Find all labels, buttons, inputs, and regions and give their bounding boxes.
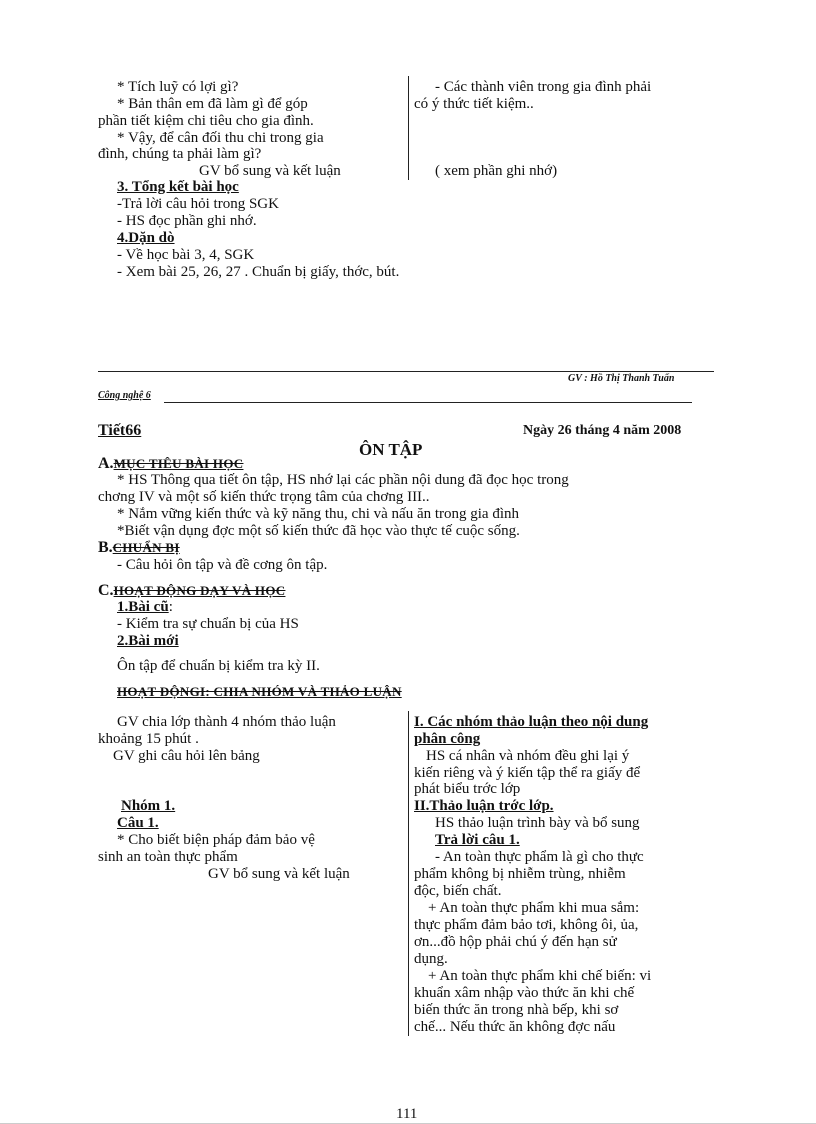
sub1-heading [117,598,173,616]
column-divider [408,76,409,180]
header-subject: Công nghệ 6 [98,390,151,401]
text-line: đình, chúng ta phải làm gì? [98,146,262,162]
text-line: chế... Nếu thức ăn không đợc nấu [414,1019,616,1035]
section-title: HOẠT ĐỘNG DẠY VÀ HỌC [113,583,286,598]
right-heading: I. Các nhóm thảo luận theo nội dung [414,714,649,730]
text-line: biến thức ăn trong nhà bếp, khi sơ [414,1002,619,1018]
header-rule [164,402,692,403]
lesson-title: ÔN TẬP [359,440,423,459]
section-title: MỤC TIÊU BÀI HỌC [113,456,244,471]
text-line: - HS đọc phần ghi nhớ. [117,213,257,229]
section-letter: A. [98,455,114,472]
text-line: khuẩn xâm nhập vào thức ăn khi chế [414,985,635,1001]
text-line: GV ghi câu hỏi lên bảng [113,748,260,764]
text-line: - Câu hỏi ôn tập và đề cơng ôn tập. [117,557,328,573]
text-line: *Biết vận dụng đợc một số kiến thức đã học vào thực tế cuộc sống. [117,523,520,539]
footer-rule [98,371,714,372]
text-line: - Về học bài 3, 4, SGK [117,247,255,263]
right-heading: phân công [414,731,481,747]
right-heading: II.Thảo luận trớc lớp. [414,798,554,814]
text-line: phẩm không bị nhiễm trùng, nhiễm [414,866,626,882]
section-title: CHUẨN BỊ [112,540,180,555]
sub-title: 1.Bài cũ [117,599,169,615]
text-line: kiến riêng và ý kiến tập thể ra giấy để [414,765,641,781]
footer-signature: GV : Hồ Thị Thanh Tuấn [568,373,675,384]
text-line: + An toàn thực phẩm khi mua sắm: [428,900,640,916]
text-line: HS thảo luận trình bày và bổ sung [435,815,640,831]
colon: : [168,599,173,615]
section-letter: C. [98,582,114,599]
text-line: - An toàn thực phẩm là gì cho thực [435,849,644,865]
text-line: * Tích luỹ có lợi gì? [117,79,239,95]
text-line: - Xem bài 25, 26, 27 . Chuẩn bị giấy, thớc, bút. [117,264,400,280]
text-line: có ý thức tiết kiệm.. [414,96,534,112]
text-line: thực phẩm đảm bảo tơi, không ôi, ủa, [414,917,639,933]
sub2-heading: 2.Bài mới [117,633,179,649]
text-line: dụng. [414,951,448,967]
sectionA-heading [98,455,243,473]
text-line: sinh an toàn thực phẩm [98,849,238,865]
section4-title: 4.Dặn dò [117,230,175,246]
question-title: Câu 1. [117,815,159,831]
column-divider [408,711,409,1036]
text-line: ơn...đồ hộp phải chú ý đến hạn sử [414,934,617,950]
text-line: * HS Thông qua tiết ôn tập, HS nhớ lại các phần nội dung đã đọc học trong [117,472,569,488]
page-number: 111 [396,1106,418,1122]
text-line: khoảng 15 phút . [98,731,199,747]
text-line: phát biểu trớc lớp [414,781,521,797]
text-line: - Kiểm tra sự chuẩn bị của HS [117,616,299,632]
text-line: - Các thành viên trong gia đình phải [435,79,652,95]
text-line: Ôn tập để chuẩn bị kiểm tra kỳ II. [117,658,320,674]
lesson-label: Tiết66 [98,422,142,439]
activity-title: : CHIA NHÓM VÀ THẢO LUẬN [205,684,402,699]
text-line: GV chia lớp thành 4 nhóm thảo luận [117,714,336,730]
text-line: -Trả lời câu hỏi trong SGK [117,196,279,212]
text-line: GV bổ sung và kết luận [199,163,341,179]
text-line: GV bổ sung và kết luận [208,866,350,882]
text-line: * Cho biết biện pháp đảm bảo vệ [117,832,315,848]
lesson-date: Ngày 26 tháng 4 năm 2008 [523,423,682,438]
text-line: * Bản thân em đã làm gì để góp [117,96,308,112]
text-line: * Vậy, để cân đối thu chi trong gia [117,130,324,146]
text-line: chơng IV và một số kiến thức trọng tâm của chơng III.. [98,489,430,505]
text-line: + An toàn thực phẩm khi chế biến: vi [428,968,652,984]
text-line: độc, biến chất. [414,883,502,899]
text-line: * Nắm vững kiến thức và kỹ năng thu, chi và nấu ăn trong gia đình [117,506,520,522]
answer-title: Trả lời câu 1. [435,832,520,848]
activity-prefix: HOẠT ĐỘNGI [117,684,206,699]
section-letter: B. [98,539,113,556]
sectionB-heading [98,539,180,557]
text-line: ( xem phần ghi nhớ) [435,163,558,179]
section3-title: 3. Tổng kết bài học [117,179,239,195]
activity-heading [117,683,402,701]
text-line: HS cá nhân và nhóm đều ghi lại ý [426,748,630,764]
group-title: Nhóm 1. [121,798,176,814]
text-line: phần tiết kiệm chi tiêu cho gia đình. [98,113,314,129]
